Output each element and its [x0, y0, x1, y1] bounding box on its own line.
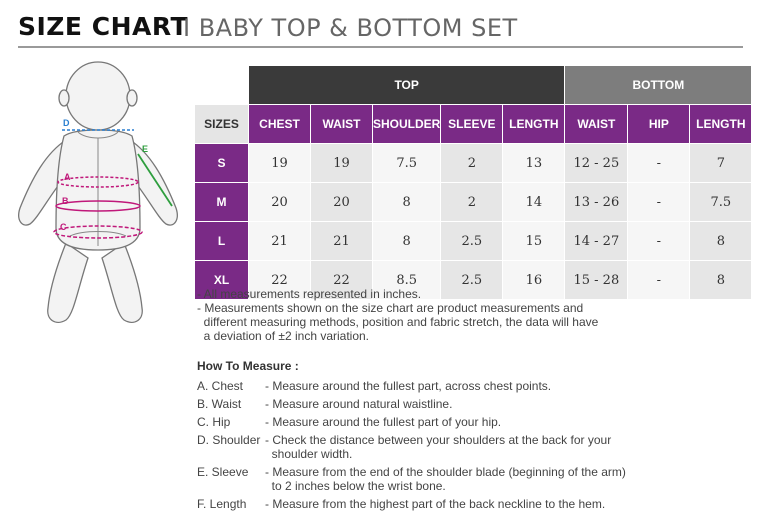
- page-title: SIZE CHART: [18, 12, 189, 41]
- table-cell: -: [628, 261, 690, 300]
- table-cell: 13 - 26: [565, 183, 628, 222]
- col-sleeve: SLEEVE: [441, 105, 503, 144]
- table-cell: -: [628, 144, 690, 183]
- measure-item: [197, 415, 502, 433]
- note-line: a deviation of ±2 inch variation.: [197, 329, 370, 343]
- table-cell: 2: [441, 144, 503, 183]
- measure-desc: - Measure around natural waistline.: [265, 397, 453, 411]
- measure-item: [197, 465, 626, 497]
- measure-desc: - Measure from the highest part of the back neckline to the hem.: [265, 497, 606, 511]
- table-cell: 7.5: [690, 183, 752, 222]
- marker-e: E: [142, 144, 149, 154]
- group-top: TOP: [249, 66, 565, 105]
- marker-b: B: [62, 196, 69, 206]
- marker-d: D: [63, 118, 70, 128]
- table-cell: 8: [690, 222, 752, 261]
- how-to-measure: [197, 359, 626, 515]
- measure-label: A. Chest: [197, 379, 244, 393]
- table-cell: 15: [503, 222, 565, 261]
- measurement-notes: [197, 287, 598, 343]
- col-waist: WAIST: [311, 105, 373, 144]
- group-bottom: BOTTOM: [565, 66, 752, 105]
- table-cell: 2.5: [441, 261, 503, 300]
- table-cell: -: [628, 222, 690, 261]
- table-cell: -: [628, 183, 690, 222]
- measure-label: F. Length: [197, 497, 247, 511]
- table-cell: 21: [249, 222, 311, 261]
- table-cell: 8: [690, 261, 752, 300]
- col-shoulder: SHOULDER: [373, 105, 441, 144]
- table-cell: 20: [311, 183, 373, 222]
- note-line: - Measurements shown on the size chart are product measurements and: [197, 301, 584, 315]
- measure-item: [197, 433, 612, 465]
- table-cell: 21: [311, 222, 373, 261]
- sizes-header: SIZES: [195, 105, 249, 144]
- group-header-row: [195, 66, 752, 105]
- measure-label: D. Shoulder: [197, 433, 261, 447]
- table-cell: 22: [311, 261, 373, 300]
- table-cell: 19: [311, 144, 373, 183]
- table-row: [195, 183, 752, 222]
- table-cell: 7: [690, 144, 752, 183]
- measure-desc: shoulder width.: [265, 447, 353, 461]
- table-cell: 22: [249, 261, 311, 300]
- table-cell: 8: [373, 183, 441, 222]
- col-chest: CHEST: [249, 105, 311, 144]
- table-cell: 2: [441, 183, 503, 222]
- table-cell: 20: [249, 183, 311, 222]
- measure-desc: - Measure around the fullest part of your hip.: [265, 415, 502, 429]
- size-cell: M: [195, 183, 249, 222]
- measure-item: [197, 397, 453, 415]
- baby-figure-illustration: [8, 58, 190, 330]
- table-row: [195, 144, 752, 183]
- table-cell: 8.5: [373, 261, 441, 300]
- measure-item: [197, 497, 606, 515]
- measure-desc: to 2 inches below the wrist bone.: [265, 479, 446, 493]
- size-chart-table: [194, 65, 752, 300]
- table-cell: 2.5: [441, 222, 503, 261]
- table-cell: 19: [249, 144, 311, 183]
- measure-desc: - Measure from the end of the shoulder blade (beginning of the arm): [265, 465, 626, 479]
- note-line: - All measurements represented in inches.: [197, 287, 422, 301]
- title-bar: [18, 10, 743, 48]
- col-bottom-length: LENGTH: [690, 105, 752, 144]
- note-line: different measuring methods, position and fabric stretch, the data will have: [197, 315, 599, 329]
- col-length: LENGTH: [503, 105, 565, 144]
- marker-a: A: [64, 172, 71, 182]
- measure-label: E. Sleeve: [197, 465, 249, 479]
- measure-desc: - Check the distance between your shoulders at the back for your: [265, 433, 612, 447]
- size-cell: L: [195, 222, 249, 261]
- table-cell: 14 - 27: [565, 222, 628, 261]
- column-header-row: [195, 105, 752, 144]
- size-cell: XL: [195, 261, 249, 300]
- measure-item: [197, 379, 552, 397]
- col-hip: HIP: [628, 105, 690, 144]
- how-to-title: How To Measure :: [197, 359, 299, 373]
- page-subtitle: I BABY TOP & BOTTOM SET: [183, 14, 518, 42]
- table-cell: 16: [503, 261, 565, 300]
- size-cell: S: [195, 144, 249, 183]
- table-cell: 13: [503, 144, 565, 183]
- measure-desc: - Measure around the fullest part, across chest points.: [265, 379, 552, 393]
- table-cell: 15 - 28: [565, 261, 628, 300]
- measure-label: B. Waist: [197, 397, 242, 411]
- measure-label: C. Hip: [197, 415, 231, 429]
- table-cell: 14: [503, 183, 565, 222]
- table-row: [195, 222, 752, 261]
- table-cell: 8: [373, 222, 441, 261]
- col-bottom-waist: WAIST: [565, 105, 628, 144]
- table-cell: 12 - 25: [565, 144, 628, 183]
- marker-c: C: [60, 222, 67, 232]
- table-cell: 7.5: [373, 144, 441, 183]
